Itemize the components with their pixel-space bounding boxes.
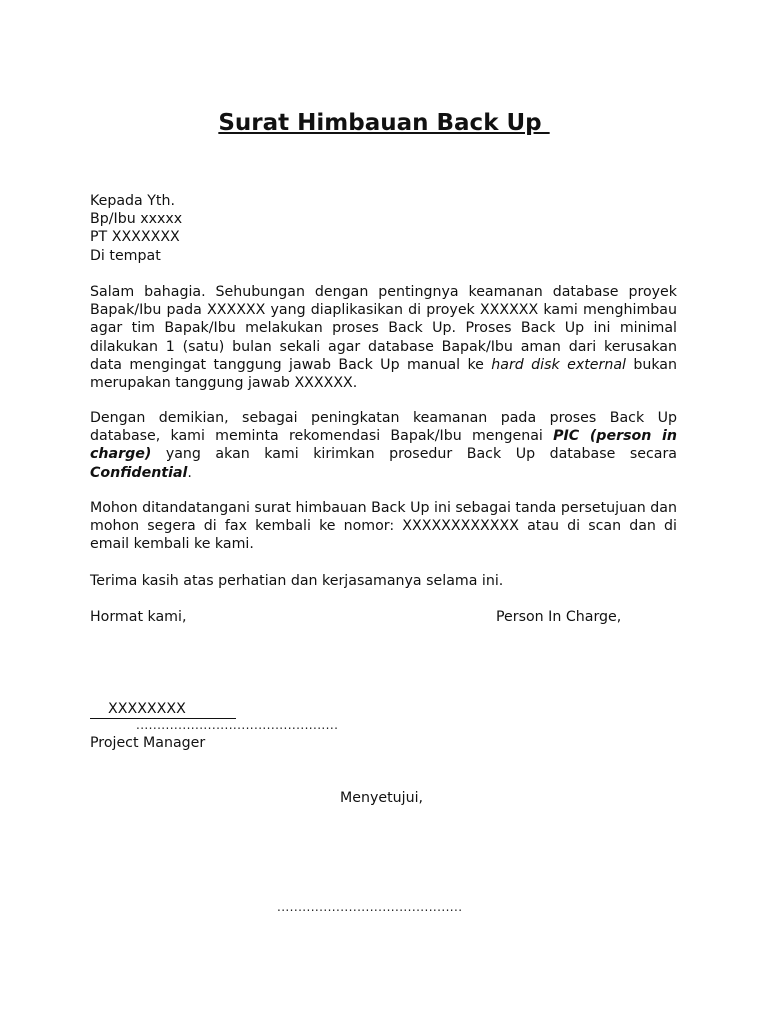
paragraph-2-confidential-term: Confidential xyxy=(90,464,188,481)
signer-name: XXXXXXXX xyxy=(90,700,236,719)
paragraph-1-text-b: bukan merupakan tanggung jawab XXXXXX. xyxy=(90,356,677,392)
paragraph-request xyxy=(90,409,677,482)
document-title xyxy=(0,110,768,136)
recipient-line-4: Di tempat xyxy=(90,247,161,264)
closing-row xyxy=(90,608,677,628)
closing-left: Hormat kami, xyxy=(90,609,187,625)
paragraph-thanks: Terima kasih atas perhatian dan kerjasamanya selama ini. xyxy=(90,573,504,589)
paragraph-2-pic-term: PIC (person in charge) xyxy=(90,428,678,463)
paragraph-greeting xyxy=(90,283,677,392)
signature-line-1: ................................................ xyxy=(136,718,339,732)
document-title-text: Surat Himbauan Back Up xyxy=(218,110,550,136)
recipient-line-2: Bp/Ibu xxxxx xyxy=(90,211,183,228)
recipient-line-1: Kepada Yth. xyxy=(90,193,175,209)
approval-label: Menyetujui, xyxy=(340,790,424,806)
recipient-address xyxy=(90,192,677,265)
paragraph-2-text-a: Dengan demikian, sebagai peningkatan keamanan pada proses Back Up database, kami meminta rekomendasi Bapak/Ibu mengenai xyxy=(90,410,677,445)
recipient-line-3: PT XXXXXXX xyxy=(90,229,180,246)
paragraph-2-text-c: . xyxy=(187,464,192,481)
signer-role: Project Manager xyxy=(90,735,206,751)
paragraph-instructions: Mohon ditandatangani surat himbauan Back Up ini sebagai tanda persetujuan dan mohon segera di fax kembali ke nomor: XXXXXXXXXXXX atau di scan dan di email kembali ke kami. xyxy=(90,500,677,553)
paragraph-1-italic-term: hard disk external xyxy=(491,356,626,373)
closing-right: Person In Charge, xyxy=(496,609,622,625)
signature-line-2: ............................................ xyxy=(277,900,463,914)
paragraph-1-text-a: Salam bahagia. Sehubungan dengan pentingnya keamanan database proyek Bapak/Ibu pada XXXXXX yang diaplikasikan di proyek XXXXXX kami menghimbau agar tim Bapak/Ibu melakukan proses Back Up. Proses Back Up ini minimal dilakukan 1 (satu) bulan sekali agar database Bapak/Ibu aman dari kerusakan data mengingat tanggung jawab Back Up manual ke xyxy=(90,284,677,373)
paragraph-2-text-b: yang akan kami kirimkan prosedur Back Up database secara xyxy=(151,446,677,463)
